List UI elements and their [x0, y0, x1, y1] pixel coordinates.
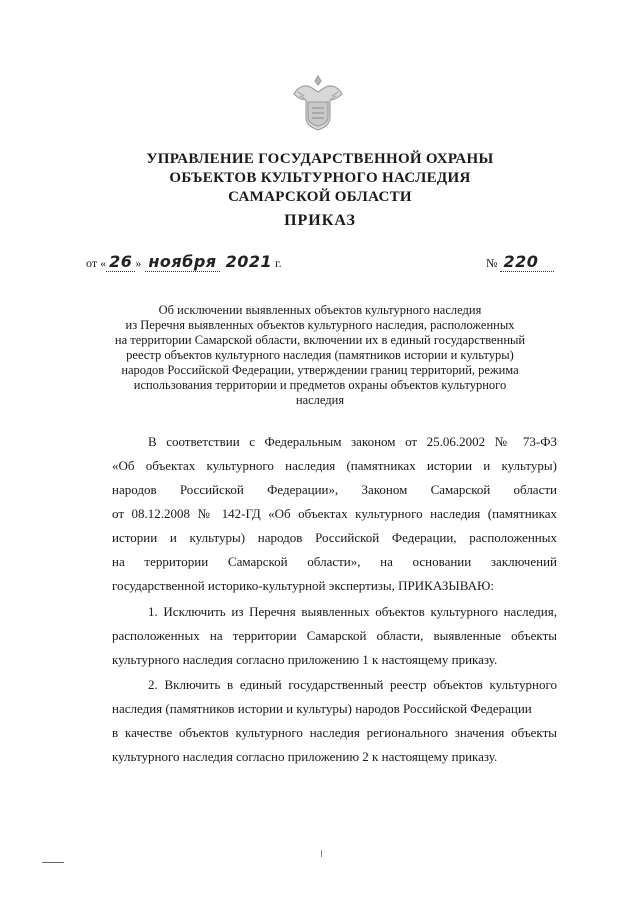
scan-artifact	[42, 862, 64, 863]
subject-line: Об исключении выявленных объектов культурного наследия	[158, 303, 482, 317]
subject-line: из Перечня выявленных объектов культурного наследия, расположенных	[125, 318, 515, 332]
number-value: 220	[500, 252, 554, 272]
subject-line: реестр объектов культурного наследия (памятников истории и культуры)	[126, 348, 514, 362]
number-label: №	[486, 256, 498, 270]
date-year: 2021	[225, 252, 273, 271]
org-name-line-2: ОБЪЕКТОВ КУЛЬТУРНОГО НАСЛЕДИЯ	[169, 170, 471, 186]
org-name-line-3: САМАРСКОЙ ОБЛАСТИ	[228, 189, 412, 205]
item2-line: в качестве объектов культурного наследия регионального значения объекты	[112, 725, 557, 740]
preamble-line: народов Российской Федерации», Законом Самарской области	[112, 482, 557, 497]
preamble-line: истории и культуры) народов Российской Федерации, расположенных	[112, 530, 557, 545]
preamble-line: от 08.12.2008 № 142-ГД «Об объектах культурного наследия (памятниках	[112, 506, 557, 521]
org-name-line-1: УПРАВЛЕНИЕ ГОСУДАРСТВЕННОЙ ОХРАНЫ	[146, 151, 494, 167]
date-suffix: г.	[275, 256, 282, 270]
order-date	[86, 252, 282, 272]
coat-of-arms-icon	[288, 72, 348, 134]
subject-line: на территории Самарской области, включении их в единый государственный	[114, 333, 526, 347]
date-day: 26	[106, 252, 135, 272]
document-type: ПРИКАЗ	[284, 212, 356, 229]
date-month: ноября	[145, 252, 219, 272]
order-number	[486, 252, 554, 272]
item2-line: наследия (памятников истории и культуры) народов Российской Федерации	[112, 701, 532, 716]
item1-line: культурного наследия согласно приложению 1 к настоящему приказу.	[112, 652, 498, 667]
preamble-line: государственной историко-культурной экспертизы, ПРИКАЗЫВАЮ:	[112, 578, 494, 593]
item1-line: 1. Исключить из Перечня выявленных объектов культурного наследия,	[148, 604, 557, 619]
preamble-line: В соответствии с Федеральным законом от 25.06.2002 № 73-ФЗ	[148, 434, 557, 449]
subject-line: наследия	[295, 393, 345, 407]
subject-line: использования территории и предметов охраны объектов культурного	[133, 378, 507, 392]
item2-line: 2. Включить в единый государственный реестр объектов культурного	[148, 677, 557, 692]
order-subject	[100, 303, 540, 408]
subject-line: народов Российской Федерации, утверждении границ территорий, режима	[121, 363, 519, 377]
item2-line: культурного наследия согласно приложению 2 к настоящему приказу.	[112, 749, 498, 764]
preamble-line: на территории Самарской области», на основании заключений	[112, 554, 557, 569]
date-prefix: от «	[86, 256, 107, 270]
scan-artifact	[321, 850, 322, 857]
item1-line: расположенных на территории Самарской области, выявленные объекты	[112, 628, 557, 643]
date-sep: »	[135, 256, 142, 270]
preamble-line: «Об объектах культурного наследия (памятниках истории и культуры)	[112, 458, 557, 473]
